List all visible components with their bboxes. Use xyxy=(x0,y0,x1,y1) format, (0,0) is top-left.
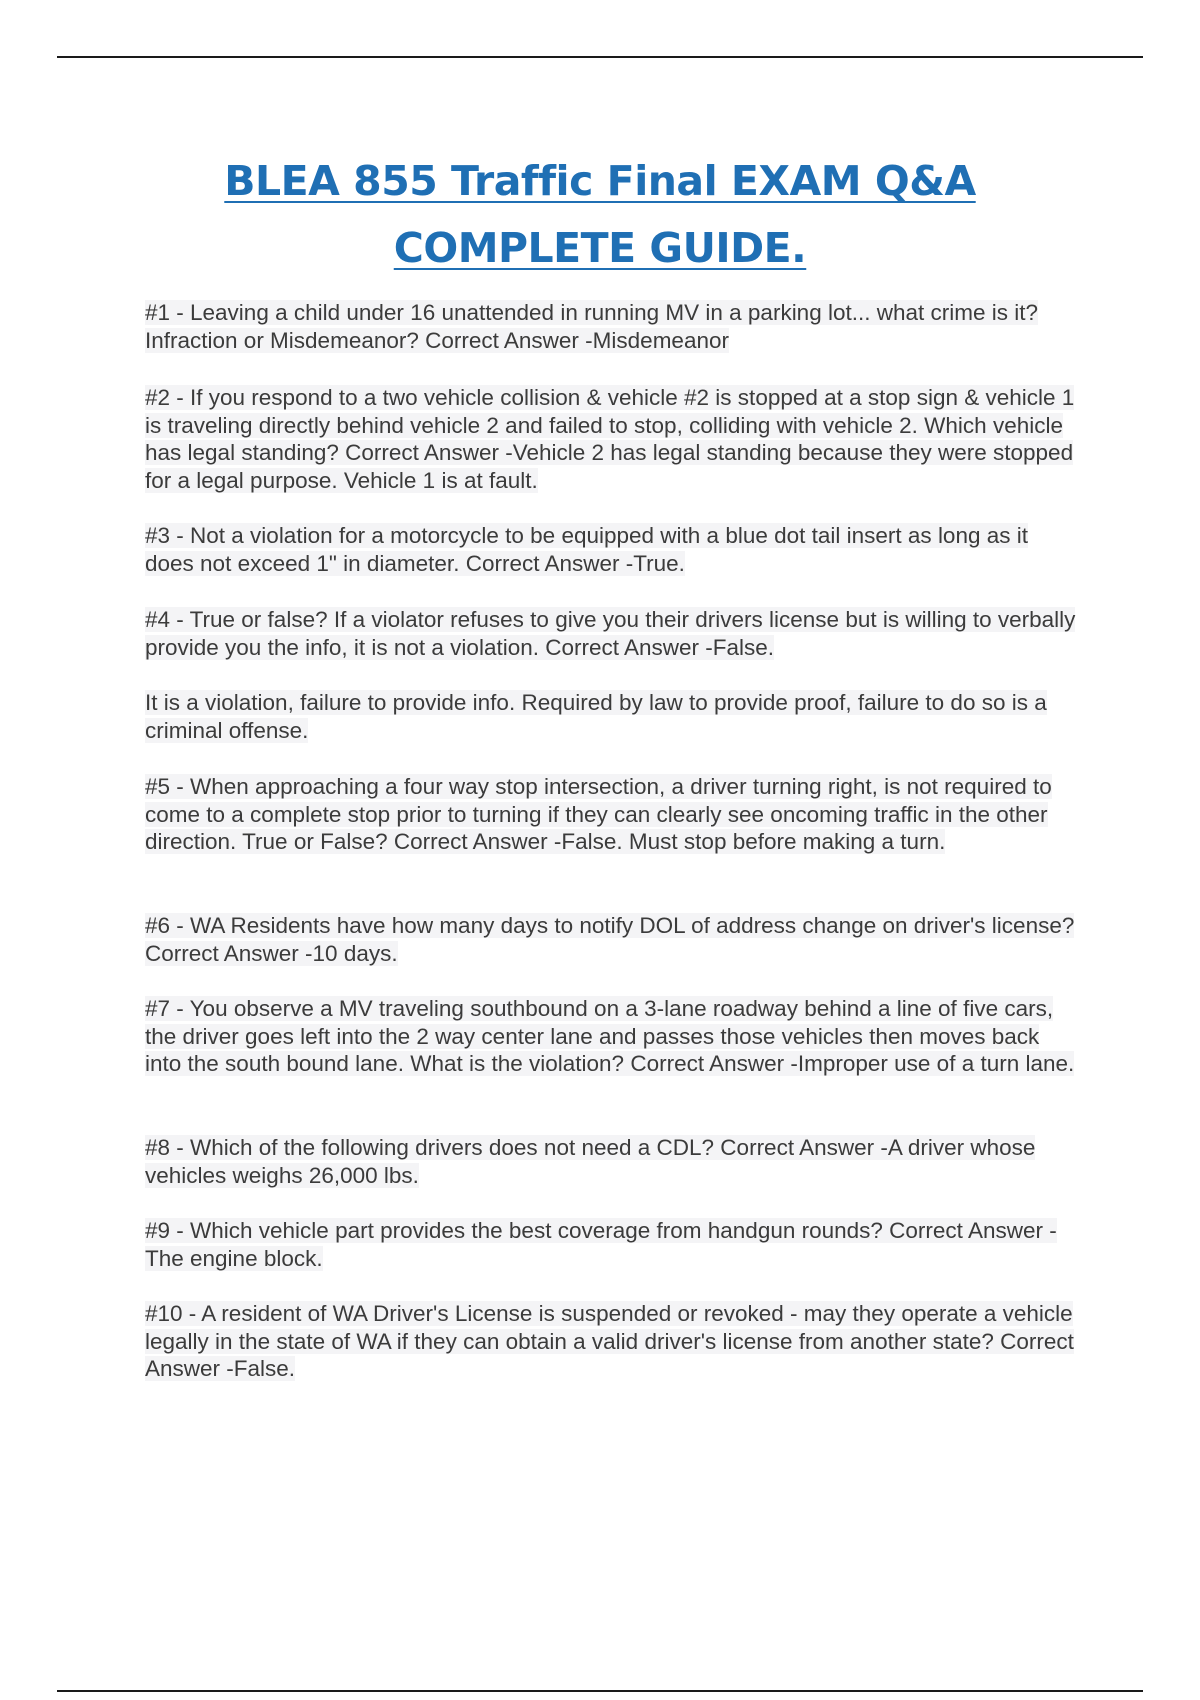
document-title xyxy=(0,148,1200,282)
qa-item-text: It is a violation, failure to provide info. Required by law to provide proof, failure to do so is a criminal offense. xyxy=(145,690,1047,743)
qa-item-text: #10 - A resident of WA Driver's License is suspended or revoked - may they operate a vehicle legally in the state of WA if they can obtain a valid driver's license from another state? Correct Answer -False. xyxy=(145,1301,1074,1381)
qa-item-1 xyxy=(145,299,1080,354)
qa-item-10 xyxy=(145,1300,1080,1383)
qa-item-text: #3 - Not a violation for a motorcycle to be equipped with a blue dot tail insert as long as it does not exceed 1" in diameter. Correct Answer -True. xyxy=(145,523,1028,576)
qa-item-text: #7 - You observe a MV traveling southbound on a 3-lane roadway behind a line of five cars, the driver goes left into the 2 way center lane and passes those vehicles then moves back into the south bound lane. What is the violation? Correct Answer -Improper use of a turn lane. xyxy=(145,996,1075,1076)
qa-item-text: #9 - Which vehicle part provides the best coverage from handgun rounds? Correct Answer -The engine block. xyxy=(145,1218,1057,1271)
qa-item-text: #6 - WA Residents have how many days to notify DOL of address change on driver's license? Correct Answer -10 days. xyxy=(145,913,1075,966)
qa-item-5 xyxy=(145,773,1080,856)
title-line-2: COMPLETE GUIDE. xyxy=(393,224,807,272)
qa-item-text: #4 - True or false? If a violator refuses to give you their drivers license but is willing to verbally provide you the info, it is not a violation. Correct Answer -False. xyxy=(145,607,1076,660)
qa-item-3 xyxy=(145,522,1080,577)
qa-item-9 xyxy=(145,1217,1080,1272)
qa-item-2 xyxy=(145,384,1080,494)
bottom-rule xyxy=(57,1690,1143,1692)
qa-item-4 xyxy=(145,606,1080,661)
qa-item-7 xyxy=(145,995,1080,1078)
qa-item-6 xyxy=(145,912,1080,967)
top-rule xyxy=(57,56,1143,58)
qa-item-text: #5 - When approaching a four way stop intersection, a driver turning right, is not required to come to a complete stop prior to turning if they can clearly see oncoming traffic in the other direction. True or False? Correct Answer -False. Must stop before making a turn. xyxy=(145,774,1052,854)
qa-item-text: #2 - If you respond to a two vehicle collision & vehicle #2 is stopped at a stop sign & vehicle 1 is traveling directly behind vehicle 2 and failed to stop, colliding with vehicle 2. Which vehicle has legal standing? Correct Answer -Vehicle 2 has legal standing because they were stopped for a legal purpose. Vehicle 1 is at fault. xyxy=(145,385,1075,493)
qa-item-text: #8 - Which of the following drivers does not need a CDL? Correct Answer -A driver whose vehicles weighs 26,000 lbs. xyxy=(145,1135,1036,1188)
qa-item-4-note xyxy=(145,689,1080,744)
title-line-1: BLEA 855 Traffic Final EXAM Q&A xyxy=(224,157,976,205)
qa-item-text: #1 - Leaving a child under 16 unattended in running MV in a parking lot... what crime is it? Infraction or Misdemeanor? Correct Answer -Misdemeanor xyxy=(145,300,1039,353)
qa-item-8 xyxy=(145,1134,1080,1189)
